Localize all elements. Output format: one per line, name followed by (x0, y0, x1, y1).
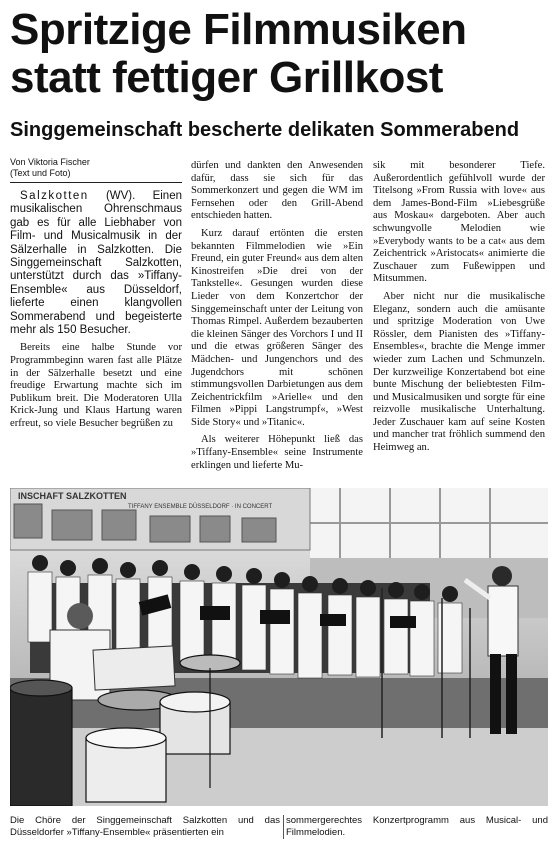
dateline-place: Salzkotten (20, 190, 89, 202)
headline-line-1: Spritzige Filmmusiken (10, 5, 467, 54)
photo-caption-part-1: Die Chöre der Singgemeinschaft Salzkotten und das Düsseldorfer »Tiffany-Ensemble« präsentierten ein (10, 815, 280, 838)
headline (10, 6, 550, 102)
byline-rule (10, 182, 182, 183)
paragraph: dürfen und dankten den Anwesenden dafür, dass sie sich für das Sommerkonzert und gegen die WM im Fernsehen oder den Grill-Abend entschieden hatten. (191, 160, 363, 222)
photo-caption-part-2: sommergerechtes Konzertprogramm aus Musical- und Filmmelodien. (286, 815, 548, 838)
banner-text-right: TIFFANY ENSEMBLE DÜSSELDORF · IN CONCERT (128, 504, 273, 510)
article-column-2 (191, 160, 363, 477)
caption-divider (283, 815, 284, 839)
concert-photo (10, 488, 548, 806)
article-column-1 (10, 190, 182, 436)
banner-text-left: INSCHAFT SALZKOTTEN (18, 491, 127, 501)
headline-line-2: statt fettiger Grillkost (10, 53, 443, 102)
subheadline: Singgemeinschaft bescherte delikaten Sommerabend (10, 119, 520, 141)
paragraph: sik mit besonderer Tiefe. Außerordentlich gefühlvoll wurde der Titelsong »From Russia with love« aus dem James-Bond-Film »Liebesgrüße aus Moskau« dargeboten. Aber auch schwungvolle Melodien wie »Everybody wants to be a cat« aus dem Zeichentrick »Aristocats« animierte die Zuschauer zum Fußewippen und Mitsummen. (373, 160, 545, 285)
paragraph: Kurz darauf ertönten die ersten bekannten Filmmelodien wie »Ein Freund, ein guter Freund« aus dem alten Kinostreifen »Die drei von der Tankstelle«. Gesungen wurden diese Lieder von dem Konzertchor der Singgemeinschaft unter der Leitung von Thomas Rimpel. Außerdem bezauberten die kleinen Sänger des Vorchors I und II und die etwas größeren Sänger des Mädchen- und Jungenchors und des Jugendchors mit schönen stimmungsvollen Darbietungen aus dem Zeichentrickfilm »Arielle« und den Filmen »Pippi Langstrumpf«, »West Side Story« und »Titanic«. (191, 227, 363, 428)
concert-photo-illustration (10, 488, 548, 806)
lead-paragraph (10, 190, 182, 337)
paragraph: Bereits eine halbe Stunde vor Programmbeginn waren fast alle Plätze in der Sälzerhalle besetzt und eine freudige Erwartung machte sich im Publikum breit. Die Moderatoren Ulla Krick-Jung und Klaus Hartung waren erfreut, so viele Besucher begrüßen zu (10, 342, 182, 430)
lead-text: (WV). Einen musikalischen Ohrenschmaus gab es für alle Liebhaber von Film- und Musicalmusik in der Sälzerhalle in Salzkotten. Die Singgemeinschaft Salzkotten, unterstützt durch das »Tiffany-Ensemble« aus Düsseldorf, lieferte einen klangvollen Sommerabend und begeisterte mehr als 150 Besucher. (10, 190, 182, 337)
byline-credit: (Text und Foto) (10, 168, 71, 178)
byline (10, 157, 180, 179)
article-column-3 (373, 160, 545, 460)
byline-author: Von Viktoria Fischer (10, 157, 90, 167)
paragraph: Als weiterer Höhepunkt ließ das »Tiffany-Ensemble« seine Instrumente erklingen und lieferte Mu- (191, 434, 363, 471)
paragraph: Aber nicht nur die musikalische Eleganz, sondern auch die amüsante und spritzige Moderation von Uwe Rössler, dem Pianisten des »Tiffany-Ensembles«, brachte die Menge immer wieder zum Lachen und Schmunzeln. Der kurzweilige Konzertabend bot eine bunte Mischung der beliebtesten Film- und Musicalmusiken und sorgte für eine reizvolle musikalische Unterhaltung. Jeder Zuschauer kam auf seine Kosten und mancher trat fröhlich summend den Heimweg an. (373, 290, 545, 454)
